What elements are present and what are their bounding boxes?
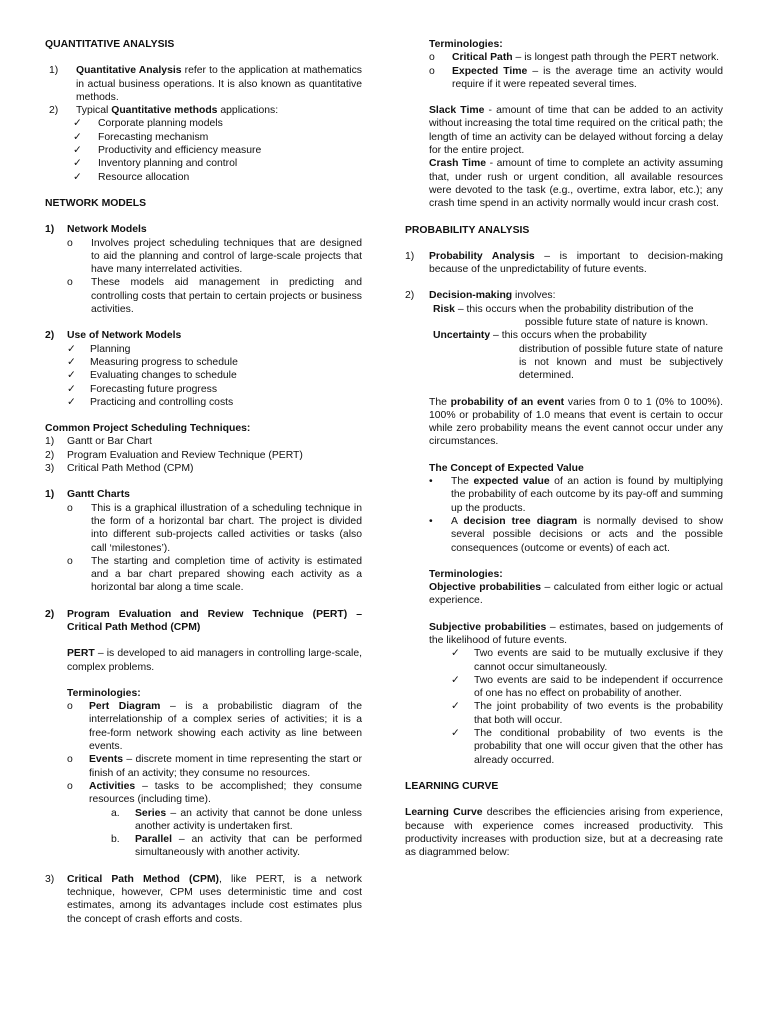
list-item: o Involves project scheduling techniques that are designed to aid the planning and control of large-scale projects that have many interrelated activities. — [67, 237, 362, 276]
check-icon: ✓ — [451, 701, 460, 713]
check-icon: ✓ — [73, 145, 82, 157]
pert-terminologies-title: Terminologies: — [67, 687, 141, 699]
pert-cpm-heading: 2) Program Evaluation and Review Technique (PERT) – Critical Path Method (CPM) — [45, 608, 362, 633]
list-item: ✓ Measuring progress to schedule — [67, 356, 238, 368]
list-item: ✓ Planning — [67, 343, 131, 355]
circle-bullet-icon: o — [67, 502, 73, 514]
check-icon: ✓ — [67, 343, 76, 355]
list-item: 3) Critical Path Method (CPM) — [45, 463, 194, 475]
activity-types-list — [67, 807, 362, 860]
slack-time-definition: Slack Time - amount of time that can be added to an activity without increasing the total time required on the critical path; the length of time an activity can be delayed without forcing a delay for the entire project. — [429, 105, 723, 157]
check-icon: ✓ — [67, 370, 76, 382]
circle-bullet-icon: o — [67, 237, 73, 249]
decision-making-item: 2) Decision-making involves: — [405, 290, 556, 302]
learning-curve-definition: Learning Curve describes the efficiencies arising from experience, because with experience comes increased productivity. This productivity increases with production size, but at a decreasing rate as diagrammed below: — [405, 807, 724, 859]
check-icon: ✓ — [67, 396, 76, 408]
check-icon: ✓ — [67, 356, 76, 368]
qa-item-1: 1) Quantitative Analysis refer to the application at mathematics in actual business operations. It is also known as quantitative methods. — [49, 65, 362, 103]
list-item: ✓ Resource allocation — [73, 171, 190, 183]
list-item: ✓ Corporate planning models — [73, 118, 223, 130]
list-item: b. Parallel – an activity that can be performed simultaneously with another activity. — [111, 834, 362, 859]
list-item: 1) Gantt or Bar Chart — [45, 436, 152, 448]
list-item: o These models aid management in predicting and controlling costs that pertain to certain projects or business activities. — [67, 277, 362, 316]
list-item: ✓ Forecasting mechanism — [73, 131, 209, 143]
probability-terminologies-title: Terminologies: — [429, 568, 503, 580]
list-item: ✓ Forecasting future progress — [67, 383, 218, 395]
qa-item-2: 2) Typical Quantitative methods applications: — [49, 105, 279, 117]
list-item: ✓ Evaluating changes to schedule — [67, 370, 237, 382]
check-icon: ✓ — [451, 674, 460, 686]
section-title-network-models: NETWORK MODELS — [45, 197, 147, 209]
list-item: ✓ The joint probability of two events is the probability that both will occur. — [451, 701, 723, 726]
pert-definition: PERT – is developed to aid managers in controlling large-scale, complex problems. — [67, 648, 362, 673]
section-title-quantitative-analysis: QUANTITATIVE ANALYSIS — [45, 39, 175, 50]
use-of-network-models-list — [45, 343, 362, 409]
list-item: o This is a graphical illustration of a scheduling technique in the form of a horizontal bar chart. The project is divided into different sub-projects called activities or tasks (also call ‘milestones’). — [67, 502, 362, 554]
terminologies-list — [405, 51, 723, 91]
check-icon: ✓ — [73, 118, 82, 130]
list-item: o Expected Time – is the average time an activity would require if it were repeated several times. — [429, 65, 723, 90]
gantt-charts-heading: 1) Gantt Charts — [45, 489, 130, 501]
list-item: ✓ Practicing and controlling costs — [67, 396, 234, 408]
circle-bullet-icon: o — [67, 754, 73, 766]
check-icon: ✓ — [451, 728, 460, 740]
circle-bullet-icon: o — [67, 780, 73, 792]
gantt-charts-bullets — [45, 502, 362, 595]
risk-definition: Risk – this occurs when the probability distribution of the possible future state of nature is known. — [433, 303, 709, 329]
list-item: o Events – discrete moment in time representing the start or finish of an activity; they consume no resources. — [67, 754, 362, 779]
section-title-probability-analysis: PROBABILITY ANALYSIS — [405, 224, 530, 236]
circle-bullet-icon: o — [67, 701, 73, 713]
network-models-heading: 1) Network Models — [45, 224, 147, 236]
circle-bullet-icon: o — [67, 277, 73, 289]
list-item: o Pert Diagram – is a probabilistic diagram of the interrelationship of a complex series of activities; it is a free-form network showing each activity as line between events. — [67, 701, 362, 753]
circle-bullet-icon: o — [67, 555, 73, 567]
list-item: ✓ The conditional probability of two events is the probability that one will occur given that the other has already occurred. — [451, 728, 723, 766]
check-icon: ✓ — [73, 158, 82, 170]
section-title-learning-curve: LEARNING CURVE — [405, 780, 499, 792]
list-item: a. Series – an activity that cannot be done unless another activity is undertaken first. — [111, 807, 362, 832]
list-item: ✓ Two events are said to be independent if occurrence of one has no effect on probability of another. — [451, 674, 723, 700]
probability-rules-list — [405, 647, 723, 767]
subjective-probabilities-definition: Subjective probabilities – estimates, based on judgements of the likelihood of future events. — [429, 621, 723, 646]
crash-time-definition: Crash Time - amount of time to complete an activity assuming that, under rush or urgent condition, all available resources were devoted to the task (e.g., overtime, extra labor, etc.); any crash time spend in an activity normally would incur crash cost. — [429, 158, 723, 210]
circle-bullet-icon: o — [429, 52, 435, 64]
right-column — [405, 0, 723, 859]
probability-of-event-paragraph: The probability of an event varies from 0 to 1 (0% to 100%). 100% or probability of 1.0 means that event is certain to occur while zero probability means the event cannot occur under any circumstances. — [429, 396, 723, 448]
left-column — [45, 0, 362, 926]
list-item: • A decision tree diagram is normally devised to show several possible decisions or acts and the possible consequences (outcome or events) of each act. — [429, 515, 723, 554]
list-item: 2) Program Evaluation and Review Technique (PERT) — [45, 449, 303, 461]
cpm-item: 3) Critical Path Method (CPM), like PERT, is a network technique, however, CPM uses deterministic time and cost estimates, among its advantages include cost estimates plus the concept of crash efforts and costs. — [45, 873, 362, 925]
check-icon: ✓ — [67, 383, 76, 395]
use-of-network-models-heading: 2) Use of Network Models — [45, 330, 182, 342]
list-item: o Critical Path – is longest path through the PERT network. — [429, 52, 720, 64]
list-item: ✓ Inventory planning and control — [73, 158, 238, 170]
list-item: ✓ Two events are said to be mutually exclusive if they cannot occur simultaneously. — [451, 648, 723, 673]
network-models-bullets — [45, 237, 362, 317]
uncertainty-definition: Uncertainty – this occurs when the probability distribution of possible future state of nature is not known and must be subjectively determined. — [433, 330, 723, 382]
qa-applications-list — [45, 117, 362, 183]
bullet-dot-icon: • — [429, 515, 433, 527]
scheduling-techniques-list — [45, 435, 362, 475]
objective-probabilities-definition: Objective probabilities – calculated from either logic or actual experience. — [429, 582, 723, 607]
terminologies-title: Terminologies: — [429, 39, 503, 50]
list-item: o The starting and completion time of activity is estimated and a bar chart prepared showing each activity as a horizontal bar along a time scale. — [67, 555, 362, 594]
bullet-dot-icon: • — [429, 476, 433, 488]
expected-value-title: The Concept of Expected Value — [429, 462, 584, 474]
circle-bullet-icon: o — [429, 65, 435, 77]
scheduling-techniques-title: Common Project Scheduling Techniques: — [45, 423, 251, 435]
list-item: o Activities – tasks to be accomplished; they consume resources (including time). — [67, 780, 362, 806]
pert-section — [45, 647, 362, 859]
list-item: ✓ Productivity and efficiency measure — [73, 145, 262, 157]
check-icon: ✓ — [451, 648, 460, 660]
expected-value-list — [405, 475, 723, 555]
check-icon: ✓ — [73, 171, 82, 183]
list-item: • The expected value of an action is found by multiplying the probability of each outcome by its pay-off and summing up the products. — [429, 476, 723, 514]
check-icon: ✓ — [73, 131, 82, 143]
probability-analysis-item: 1) Probability Analysis – is important to decision-making because of the unpredictability of future events. — [405, 250, 723, 276]
